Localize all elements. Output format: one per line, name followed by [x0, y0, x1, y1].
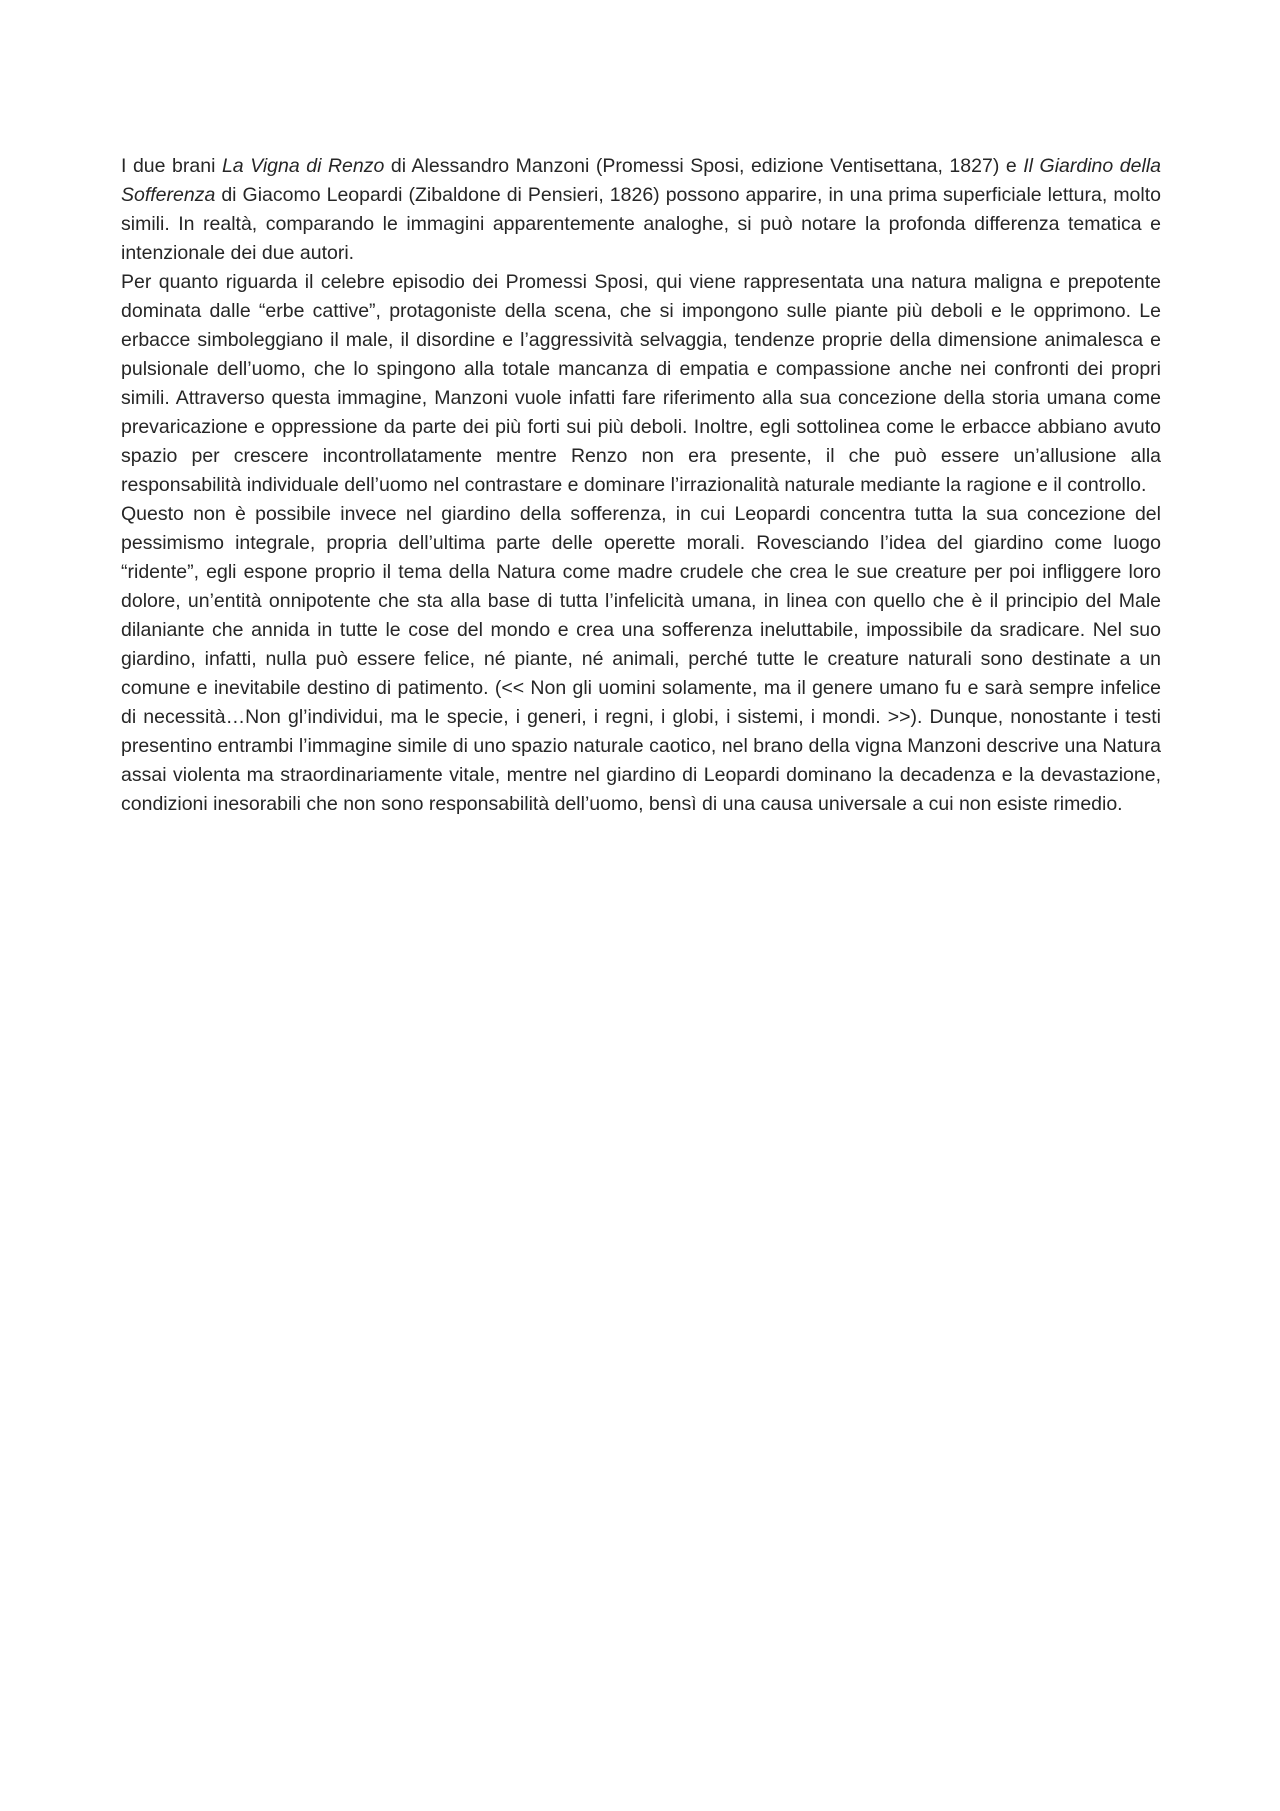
leopardi-text: Questo non è possibile invece nel giardino della sofferenza, in cui Leopardi concentra tutta la sua concezione del pessimismo integrale, propria dell’ultima parte delle operette morali. Rovesciando l’idea del giardino come luogo “ridente”, egli espone proprio il tema della Natura come madre crudele che crea le sue creature per poi infliggere loro dolore, un’entità onnipotente che sta alla base di tutta l’infelicità umana, in linea con quello che è il principio del Male dilaniante che annida in tutte le cose del mondo e crea una sofferenza ineluttabile, impossibile da sradicare. Nel suo giardino, infatti, nulla può essere felice, né piante, né animali, perché tutte le creature naturali sono destinate a un comune e inevitabile destino di patimento. (<< Non gli uomini solamente, ma il genere umano fu e sarà sempre infelice di necessità…Non gl’individui, ma le specie, i generi, i regni, i globi, i sistemi, i mondi. >>). Dunque, nonostante i testi presentino entrambi l’immagine simile di uno spazio naturale caotico, nel brano della vigna Manzoni descrive una Natura assai violenta ma straordinariamente vitale, mentre nel giardino di Leopardi dominano la decadenza e la devastazione, condizioni inesorabili che non sono responsabilità dell’uomo, bensì di una causa universale a cui non esiste rimedio.	[121, 503, 1161, 815]
intro-text: I due brani	[121, 155, 222, 177]
essay-body	[121, 152, 1161, 819]
paragraph-intro	[121, 152, 1161, 268]
intro-text: di Alessandro Manzoni (Promessi Sposi, edizione Ventisettana, 1827) e	[384, 155, 1024, 177]
intro-text: di Giacomo Leopardi (Zibaldone di Pensieri, 1826) possono apparire, in una prima superficiale lettura, molto simili. In realtà, comparando le immagini apparentemente analoghe, si può notare la profonda differenza tematica e intenzionale dei due autori.	[121, 184, 1161, 264]
title-la-vigna-di-renzo: La Vigna di Renzo	[221, 155, 385, 177]
title-il-giardino-della-sofferenza: Il Giardino della Sofferenza	[121, 155, 1161, 206]
paragraph-leopardi	[121, 500, 1161, 819]
paragraph-manzoni	[121, 268, 1161, 500]
manzoni-text: Per quanto riguarda il celebre episodio dei Promessi Sposi, qui viene rappresentata una natura maligna e prepotente dominata dalle “erbe cattive”, protagoniste della scena, che si impongono sulle piante più deboli e le opprimono. Le erbacce simboleggiano il male, il disordine e l’aggressività selvaggia, tendenze proprie della dimensione animalesca e pulsionale dell’uomo, che lo spingono alla totale mancanza di empatia e compassione anche nei confronti dei propri simili. Attraverso questa immagine, Manzoni vuole infatti fare riferimento alla sua concezione della storia umana come prevaricazione e oppressione da parte dei più forti sui più deboli. Inoltre, egli sottolinea come le erbacce abbiano avuto spazio per crescere incontrollatamente mentre Renzo non era presente, il che può essere un’allusione alla responsabilità individuale dell’uomo nel contrastare e dominare l’irrazionalità naturale mediante la ragione e il controllo.	[121, 271, 1161, 496]
